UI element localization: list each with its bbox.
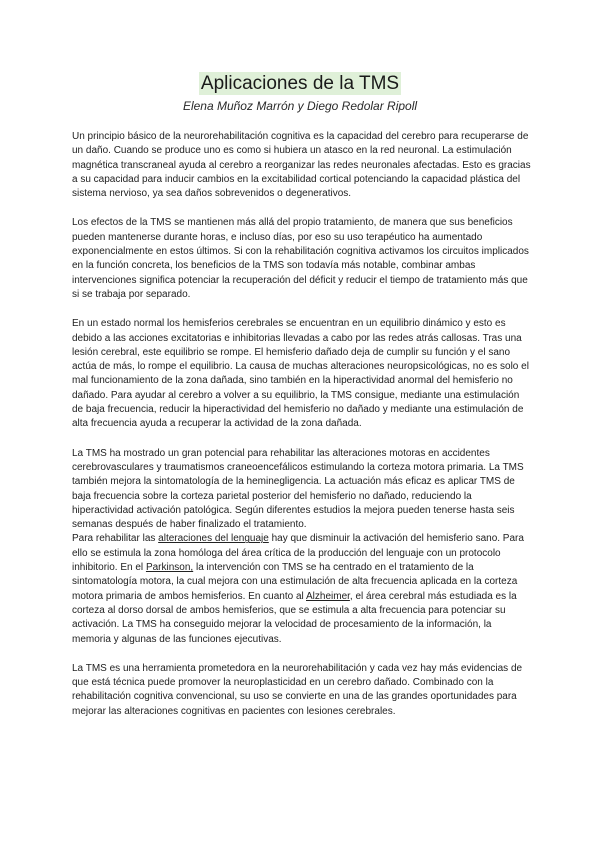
- paragraph-language-text-a: Para rehabilitar las: [72, 533, 159, 545]
- link-alzheimer[interactable]: Alzheimer: [306, 590, 350, 602]
- paragraph-effects: Los efectos de la TMS se mantienen más allá del propio tratamiento, de manera que sus beneficios pueden mantenerse durante horas, e incluso días, por eso su uso terapéutico ha aumentado exponencialmente en estos últimos. Si con la rehabilitación cognitiva activamos los circuitos implicados en la función concreta, los beneficios de la TMS son todavía más notable, combinar ambas intervenciones significa potenciar la recuperación del déficit y reducir el tiempo de tratamiento más que si se trabaja por separado.: [72, 217, 529, 300]
- document-body: [72, 130, 532, 734]
- document-title: Aplicaciones de la TMS: [200, 73, 400, 94]
- paragraph-motor: La TMS ha mostrado un gran potencial para rehabilitar las alteraciones motoras en accidentes cerebrovasculares y traumatismos craneoencefálicos estimulando la corteza motora primaria. La TMS también mejora la sintomatología de la heminegligencia. La actuación más eficaz es aplicar TMS de baja frecuencia sobre la corteza parietal posterior del hemisferio no dañado, reduciendo la hiperactividad activación patológica. Según diferentes estudios la mejora pueden tenerse hasta seis semanas después de haber finalizado el tratamiento.: [72, 447, 524, 531]
- paragraph-language-text-b: hay que disminuir la activación del hemisferio sano. Para ello se estimula la zona homóloga del área crítica de la producción del lenguaje con un protocolo inhibitorio. En el: [72, 533, 524, 574]
- paragraph-intro: Un principio básico de la neurorehabilitación cognitiva es la capacidad del cerebro para recuperarse de un daño. Cuando se produce uno es como si hubiera un atasco en la red neuronal. La estimulación magnética transcraneal ayuda al cerebro a reorganizar las redes neuronales afectadas. Esto es gracias a su capacidad para inducir cambios en la excitabilidad cortical potenciando la capacidad plástica del sistema nervioso, ya sea daños sobrevenidos o degenerativos.: [72, 131, 531, 200]
- paragraph-hemispheres: En un estado normal los hemisferios cerebrales se encuentran en un equilibrio dinámico y esto es debido a las acciones excitatorias e inhibitorias llevadas a cabo por las redes atrás callosas. Tras una lesión cerebral, este equilibrio se rompe. El hemisferio dañado deja de cumplir su función y el sano actúa de más, lo rompe el equilibrio. La causa de muchas alteraciones neuropsicológicas, no es solo el mal funcionamiento de la zona dañada, sino también en la hiperactividad anormal del hemisferio no dañado. Para ayudar al cerebro a volver a su equilibrio, la TMS consigue, mediante una estimulación de baja frecuencia, reducir la hiperactividad del hemisferio no dañado y mediante una estimulación de alta frecuencia ayuda a recuperar la actividad de la zona dañada.: [72, 318, 529, 430]
- paragraph-language-text-d: , el área cerebral más estudiada es la corteza al dorso dorsal de ambos hemisferios, que se estimula a alta frecuencia para potenciar su activación. La TMS ha conseguido mejorar la velocidad de procesamiento de la información, la memoria y algunas de las funciones ejecutivas.: [72, 590, 517, 645]
- paragraph-language: [72, 532, 532, 646]
- paragraph-conclusion: La TMS es una herramienta prometedora en la neurorehabilitación y cada vez hay más evidencias de que está técnica puede promover la neuroplasticidad en un cerebro dañado. Combinado con la rehabilitación cognitiva convencional, su uso se convierte en una de las grandes oportunidades para mejorar las alteraciones cognitivas en pacientes con lesiones cerebrales.: [72, 662, 523, 717]
- link-alteraciones-lenguaje[interactable]: alteraciones del lenguaje: [158, 533, 269, 545]
- link-parkinson[interactable]: Parkinson,: [145, 562, 194, 574]
- paragraph-language-text-c: la intervención con TMS se ha centrado en el tratamiento de la sintomatología motora, la cual mejora con una estimulación de alta frecuencia aplicada en la corteza motora primaria de ambos hemisferios. En cuanto al: [72, 562, 518, 602]
- document-authors: Elena Muñoz Marrón y Diego Redolar Ripoll: [182, 99, 418, 113]
- title-container: [0, 72, 600, 95]
